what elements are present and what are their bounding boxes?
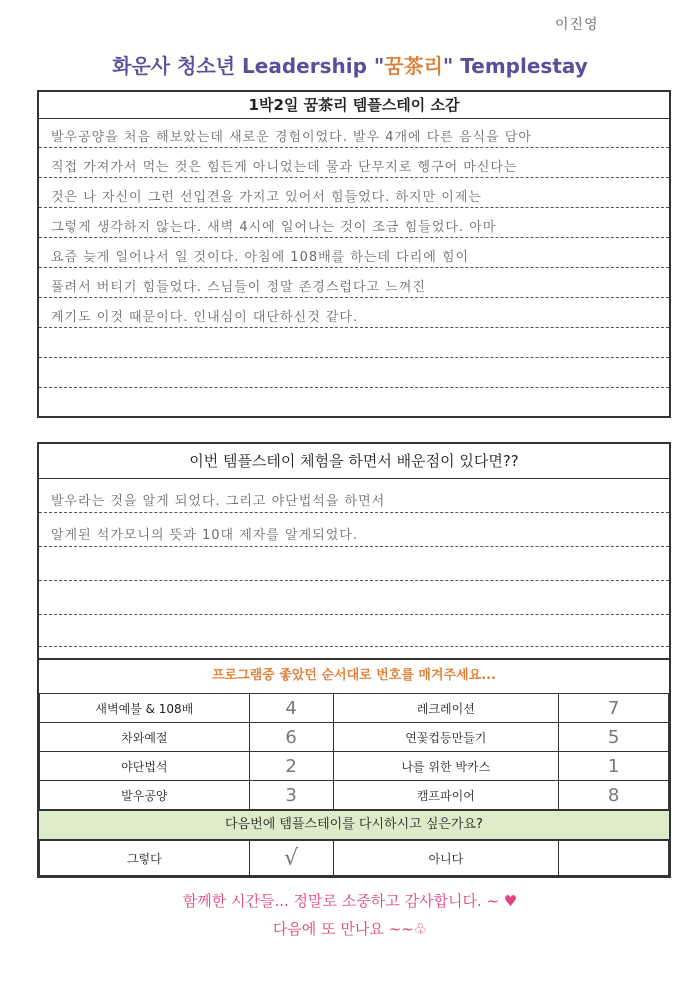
program-label: 레크레이션 xyxy=(333,694,559,723)
title-keyword: 꿈茶리 xyxy=(384,54,443,78)
ruled-line xyxy=(39,646,669,647)
ruled-line xyxy=(39,546,669,547)
rank-cell[interactable]: 4 xyxy=(249,694,333,723)
rank-cell[interactable]: 2 xyxy=(249,752,333,781)
ruled-line xyxy=(39,237,669,238)
learned-line-2: 알게된 석가모니의 뜻과 10대 제자를 알게되었다. xyxy=(51,528,358,543)
yes-label: 그렇다 xyxy=(40,841,250,876)
rank-cell[interactable]: 7 xyxy=(559,694,669,723)
table-row xyxy=(40,694,669,723)
ruled-line xyxy=(39,387,669,388)
review-line-3: 것은 나 자신이 그런 선입견을 가지고 있어서 힘들었다. 하지만 이제는 xyxy=(51,190,482,205)
review-heading: 1박2일 꿈茶리 템플스테이 소감 xyxy=(39,92,669,119)
yes-checkbox[interactable]: √ xyxy=(249,841,333,876)
program-label: 새벽예불 & 108배 xyxy=(40,694,250,723)
review-line-4: 그렇게 생각하지 않는다. 새벽 4시에 일어나는 것이 조금 힘들었다. 아마 xyxy=(51,220,497,235)
rank-cell[interactable]: 6 xyxy=(249,723,333,752)
review-line-6: 풀려서 버티기 힘들었다. 스님들이 정말 존경스럽다고 느껴진 xyxy=(51,280,426,295)
table-row xyxy=(40,723,669,752)
title-suffix: " Templestay xyxy=(442,54,588,78)
program-label: 발우공양 xyxy=(40,781,250,810)
again-table xyxy=(39,840,669,876)
ruled-line xyxy=(39,357,669,358)
rank-cell[interactable]: 8 xyxy=(559,781,669,810)
footer-farewell: 다음에 또 만나요 ~~♧ xyxy=(272,920,428,938)
program-label: 캠프파이어 xyxy=(333,781,559,810)
no-label: 아니다 xyxy=(333,841,559,876)
ruled-line xyxy=(39,177,669,178)
footer-thanks: 함께한 시간들... 정말로 소중하고 감사합니다. ~ ♥ xyxy=(182,892,518,910)
learned-line-1: 발우라는 것을 알게 되었다. 그리고 야단법석을 하면서 xyxy=(51,494,386,509)
program-label: 차와예절 xyxy=(40,723,250,752)
table-row xyxy=(40,752,669,781)
review-line-5: 요즘 늦게 일어나서 일 것이다. 아침에 108배를 하는데 다리에 힘이 xyxy=(51,250,470,265)
author-signature: 이진영 xyxy=(555,17,599,33)
review-section xyxy=(37,90,671,418)
ruled-line xyxy=(39,580,669,581)
review-line-1: 발우공양을 처음 해보았는데 새로운 경험이었다. 발우 4개에 다른 음식을 담아 xyxy=(51,130,532,145)
program-label: 나를 위한 박카스 xyxy=(333,752,559,781)
again-question: 다음번에 템플스테이를 다시하시고 싶은가요? xyxy=(39,810,669,840)
program-label: 야단법석 xyxy=(40,752,250,781)
ruled-line xyxy=(39,207,669,208)
ruled-line xyxy=(39,297,669,298)
rank-cell[interactable]: 3 xyxy=(249,781,333,810)
ruled-line xyxy=(39,267,669,268)
ranking-heading: 프로그램중 좋았던 순서대로 번호를 매겨주세요... xyxy=(39,658,669,694)
ruled-line xyxy=(39,614,669,615)
review-line-7: 계기도 이것 때문이다. 인내심이 대단하신것 같다. xyxy=(51,310,359,325)
ruled-line xyxy=(39,512,669,513)
ruled-line xyxy=(39,327,669,328)
survey-section xyxy=(37,442,671,878)
table-row xyxy=(40,841,669,876)
page-title xyxy=(0,50,700,79)
rank-cell[interactable]: 1 xyxy=(559,752,669,781)
ranking-table xyxy=(39,693,669,810)
ruled-line xyxy=(39,147,669,148)
title-prefix: 화운사 청소년 Leadership " xyxy=(112,54,385,78)
learned-heading: 이번 템플스테이 체험을 하면서 배운점이 있다면?? xyxy=(39,444,669,479)
no-checkbox[interactable] xyxy=(559,841,669,876)
table-row xyxy=(40,781,669,810)
review-line-2: 직접 가져가서 먹는 것은 힘든게 아니었는데 물과 단무지로 헹구어 마신다는 xyxy=(51,160,518,175)
program-label: 연꽃컵등만들기 xyxy=(333,723,559,752)
rank-cell[interactable]: 5 xyxy=(559,723,669,752)
